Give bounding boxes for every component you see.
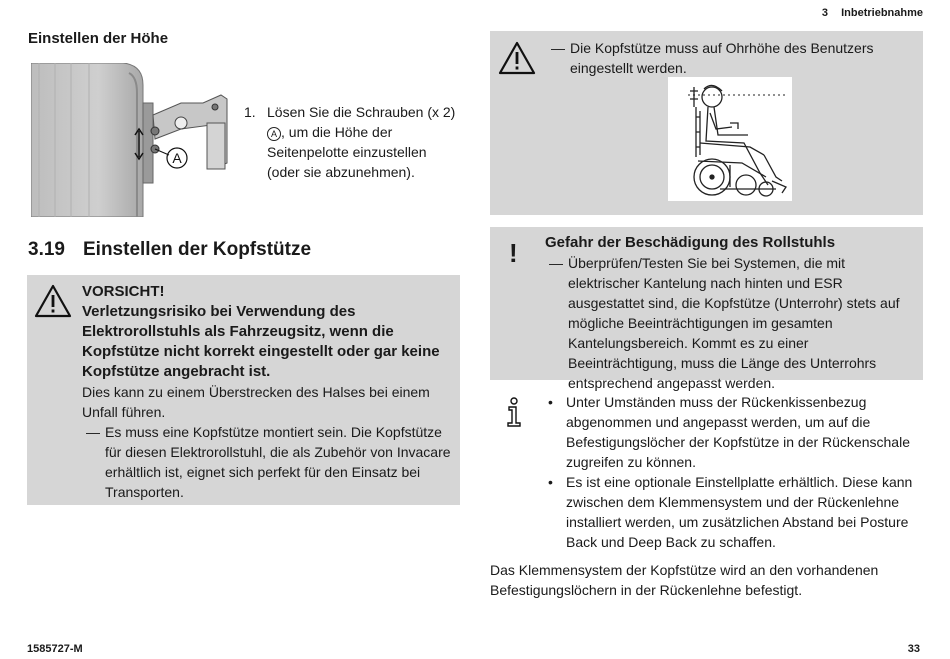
dash-bullet: — [551,40,565,56]
damage-caution-box [490,227,923,391]
warning-triangle-icon [498,41,536,80]
warning-triangle-icon [34,284,72,323]
info-item-text: Unter Umständen muss der Rückenkissenbezug abgenommen und angepasst werden, um auf die Befestigungslöcher der Kopfstütze in der Rückenschale zugreifen zu können. [566,394,910,470]
callout-a-marker: A [267,127,281,141]
caution-title: VORSICHT! [82,283,165,300]
info-list [546,392,916,552]
dash-bullet: — [86,424,100,440]
step-text-before: Lösen Sie die Schrauben (x 2) [267,104,456,120]
caution-body: Dies kann zu einem Überstrecken des Halses bei einem Unfall führen. [82,384,430,420]
chapter-number: 3 [821,7,829,19]
section-number: 3.19 [28,239,65,260]
damage-caution-item [545,253,920,393]
info-icon [505,397,523,432]
step-text-after: , um die Höhe der Seitenpelotte einzustellen (oder sie abzunehmen). [267,124,427,180]
dash-bullet: — [549,255,563,271]
step-number: 1. [244,104,256,120]
info-item-text: Es ist eine optionale Einstellplatte erhältlich. Diese kann zwischen dem Klemmensystem und der Rückenlehne installiert werden, um zusätzlichen Abstand bei Posture Back und Deep Back zu schaffen. [566,474,913,550]
page-number: 33 [907,643,920,655]
section-title: Einstellen der Kopfstütze [83,239,312,260]
caution-bold-text: Verletzungsrisiko bei Verwendung des Elektrorollstuhls als Fahrzeugsitz, wenn die Kopfstütze nicht korrekt eingestellt oder gar keine Kopfstütze angebracht ist. [82,303,440,380]
step-text [267,102,459,182]
headrest-note-text: Die Kopfstütze muss auf Ohrhöhe des Benutzers eingestellt werden. [570,40,874,76]
caution-list-item [82,422,452,502]
caution-content [82,282,452,502]
caution-item-text: Es muss eine Kopfstütze montiert sein. Die Kopfstütze für diesen Elektrorollstuhl, die als Zubehör von Invacare erhältlich ist, eignet sich perfekt für den Einsatz bei Transporten. [105,424,451,500]
chapter-title: Inbetriebnahme [841,7,923,19]
running-header [822,3,923,23]
side-pad-bracket-figure [31,63,231,217]
closing-paragraph: Das Klemmensystem der Kopfstütze wird an den vorhandenen Befestigungslöchern in der Rückenlehne befestigt. [490,562,879,598]
wheelchair-user-figure [668,77,792,201]
section-heading [28,238,311,262]
damage-caution-content [545,233,920,393]
bullet: • [548,394,553,410]
exclamation-icon: ! [509,238,518,268]
document-id: 1585727-M [27,643,83,655]
info-list-item [546,472,916,552]
headrest-note [547,38,940,78]
step-1 [244,102,459,182]
damage-caution-title: Gefahr der Beschädigung des Rollstuhls [545,234,836,251]
caution-box [27,275,460,505]
figure-callout-a: A [172,150,182,166]
heading-height-adjust: Einstellen der Höhe [28,30,169,47]
damage-caution-text: Überprüfen/Testen Sie bei Systemen, die mit elektrischer Kantelung nach hinten und ESR ausgestattet sind, die Kopfstütze (Unterrohr) stets auf mögliche Beeinträchtigungen im gesamten Kantelungsbereich. Kommt es zu einer Beeinträchtigung, muss die Länge des Unterrohrs entsprechend angepasst werden. [568,255,900,391]
bullet: • [548,474,553,490]
headrest-height-note-box [490,31,923,215]
info-list-item [546,392,916,472]
